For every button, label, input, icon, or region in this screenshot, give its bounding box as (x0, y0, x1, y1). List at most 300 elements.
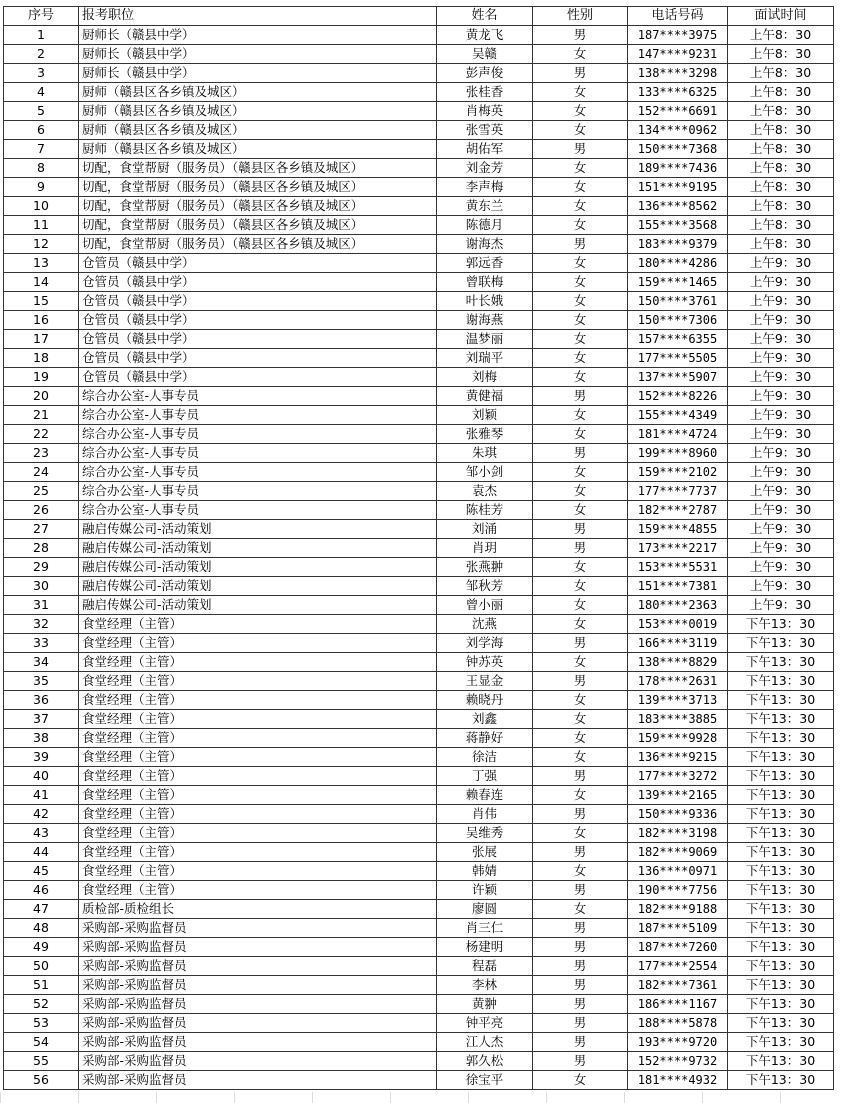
cell-gender: 女 (533, 45, 628, 64)
cell-position: 厨师（赣县区各乡镇及城区） (79, 121, 437, 140)
cell-gender: 男 (533, 767, 628, 786)
cell-time: 下午13：30 (728, 729, 834, 748)
cell-position: 食堂经理（主管） (79, 691, 437, 710)
cell-name: 张雅琴 (437, 425, 533, 444)
cell-name: 赖春连 (437, 786, 533, 805)
cell-time: 上午9：30 (728, 558, 834, 577)
cell-gender: 男 (533, 1033, 628, 1052)
cell-name: 江人杰 (437, 1033, 533, 1052)
cell-seq: 10 (4, 197, 79, 216)
cell-seq: 37 (4, 710, 79, 729)
cell-gender: 女 (533, 425, 628, 444)
cell-phone: 159****1465 (628, 273, 728, 292)
cell-phone: 152****9732 (628, 1052, 728, 1071)
cell-gender: 男 (533, 64, 628, 83)
cell-time: 下午13：30 (728, 900, 834, 919)
cell-seq: 54 (4, 1033, 79, 1052)
cell-name: 温梦丽 (437, 330, 533, 349)
cell-seq: 9 (4, 178, 79, 197)
cell-position: 融启传媒公司-活动策划 (79, 596, 437, 615)
cell-position: 仓管员（赣县中学） (79, 349, 437, 368)
cell-seq: 3 (4, 64, 79, 83)
cell-gender: 女 (533, 463, 628, 482)
cell-position: 综合办公室-人事专员 (79, 463, 437, 482)
cell-name: 蒋静好 (437, 729, 533, 748)
cell-name: 刘涌 (437, 520, 533, 539)
cell-name: 吴维秀 (437, 824, 533, 843)
cell-phone: 187****5109 (628, 919, 728, 938)
cell-time: 下午13：30 (728, 634, 834, 653)
cell-gender: 男 (533, 387, 628, 406)
cell-position: 采购部-采购监督员 (79, 919, 437, 938)
cell-name: 刘梅 (437, 368, 533, 387)
cell-gender: 男 (533, 672, 628, 691)
cell-gender: 男 (533, 995, 628, 1014)
cell-phone: 134****0962 (628, 121, 728, 140)
cell-name: 程磊 (437, 957, 533, 976)
cell-phone: 150****3761 (628, 292, 728, 311)
cell-phone: 139****3713 (628, 691, 728, 710)
cell-position: 采购部-采购监督员 (79, 1071, 437, 1090)
cell-phone: 166****3119 (628, 634, 728, 653)
cell-position: 食堂经理（主管） (79, 786, 437, 805)
table-row (4, 387, 834, 406)
cell-seq: 41 (4, 786, 79, 805)
cell-name: 李林 (437, 976, 533, 995)
table-row (4, 1071, 834, 1090)
cell-phone: 152****8226 (628, 387, 728, 406)
cell-time: 下午13：30 (728, 995, 834, 1014)
cell-phone: 182****9069 (628, 843, 728, 862)
cell-phone: 199****8960 (628, 444, 728, 463)
cell-seq: 4 (4, 83, 79, 102)
cell-gender: 男 (533, 957, 628, 976)
cell-gender: 男 (533, 634, 628, 653)
cell-phone: 147****9231 (628, 45, 728, 64)
cell-seq: 11 (4, 216, 79, 235)
cell-gender: 男 (533, 843, 628, 862)
cell-time: 上午8：30 (728, 102, 834, 121)
table-row (4, 140, 834, 159)
cell-name: 谢海燕 (437, 311, 533, 330)
cell-name: 肖伟 (437, 805, 533, 824)
cell-time: 下午13：30 (728, 615, 834, 634)
cell-gender: 女 (533, 254, 628, 273)
cell-gender: 女 (533, 83, 628, 102)
cell-name: 黄健福 (437, 387, 533, 406)
cell-time: 下午13：30 (728, 862, 834, 881)
cell-seq: 43 (4, 824, 79, 843)
cell-seq: 20 (4, 387, 79, 406)
cell-name: 肖三仁 (437, 919, 533, 938)
cell-position: 食堂经理（主管） (79, 729, 437, 748)
cell-name: 徐宝平 (437, 1071, 533, 1090)
cell-position: 采购部-采购监督员 (79, 976, 437, 995)
cell-seq: 33 (4, 634, 79, 653)
cell-gender: 女 (533, 824, 628, 843)
table-row (4, 900, 834, 919)
cell-seq: 5 (4, 102, 79, 121)
cell-time: 上午9：30 (728, 463, 834, 482)
cell-seq: 25 (4, 482, 79, 501)
cell-phone: 133****6325 (628, 83, 728, 102)
cell-seq: 34 (4, 653, 79, 672)
table-row (4, 197, 834, 216)
cell-time: 上午9：30 (728, 292, 834, 311)
cell-position: 采购部-采购监督员 (79, 1052, 437, 1071)
cell-seq: 40 (4, 767, 79, 786)
cell-position: 综合办公室-人事专员 (79, 387, 437, 406)
header-time: 面试时间 (728, 7, 834, 26)
cell-seq: 13 (4, 254, 79, 273)
cell-name: 朱琪 (437, 444, 533, 463)
cell-time: 上午9：30 (728, 406, 834, 425)
header-phone: 电话号码 (628, 7, 728, 26)
cell-phone: 178****2631 (628, 672, 728, 691)
cell-gender: 女 (533, 349, 628, 368)
cell-name: 邹秋芳 (437, 577, 533, 596)
cell-name: 韩婧 (437, 862, 533, 881)
cell-seq: 23 (4, 444, 79, 463)
table-row (4, 520, 834, 539)
cell-name: 刘瑞平 (437, 349, 533, 368)
cell-position: 食堂经理（主管） (79, 710, 437, 729)
cell-position: 厨师长（赣县中学） (79, 45, 437, 64)
table-row (4, 672, 834, 691)
cell-name: 肖玥 (437, 539, 533, 558)
cell-name: 黄翀 (437, 995, 533, 1014)
cell-gender: 男 (533, 444, 628, 463)
cell-time: 上午9：30 (728, 254, 834, 273)
cell-name: 许颖 (437, 881, 533, 900)
table-row (4, 178, 834, 197)
cell-gender: 女 (533, 273, 628, 292)
cell-time: 下午13：30 (728, 938, 834, 957)
cell-gender: 男 (533, 520, 628, 539)
cell-phone: 181****4932 (628, 1071, 728, 1090)
cell-seq: 16 (4, 311, 79, 330)
cell-phone: 152****6691 (628, 102, 728, 121)
cell-phone: 186****1167 (628, 995, 728, 1014)
cell-time: 下午13：30 (728, 1014, 834, 1033)
cell-seq: 21 (4, 406, 79, 425)
cell-position: 切配，食堂帮厨（服务员）（赣县区各乡镇及城区） (79, 216, 437, 235)
cell-time: 下午13：30 (728, 691, 834, 710)
table-row (4, 501, 834, 520)
header-seq: 序号 (4, 7, 79, 26)
cell-gender: 男 (533, 881, 628, 900)
table-row (4, 767, 834, 786)
cell-phone: 159****9928 (628, 729, 728, 748)
cell-name: 刘鑫 (437, 710, 533, 729)
cell-seq: 19 (4, 368, 79, 387)
cell-name: 沈燕 (437, 615, 533, 634)
table-row (4, 539, 834, 558)
cell-name: 刘学海 (437, 634, 533, 653)
cell-gender: 男 (533, 1052, 628, 1071)
cell-time: 下午13：30 (728, 767, 834, 786)
cell-position: 融启传媒公司-活动策划 (79, 520, 437, 539)
cell-gender: 男 (533, 976, 628, 995)
cell-time: 上午8：30 (728, 121, 834, 140)
cell-time: 上午8：30 (728, 197, 834, 216)
cell-position: 食堂经理（主管） (79, 881, 437, 900)
cell-gender: 男 (533, 140, 628, 159)
cell-position: 质检部-质检组长 (79, 900, 437, 919)
cell-phone: 138****3298 (628, 64, 728, 83)
cell-phone: 138****8829 (628, 653, 728, 672)
cell-seq: 2 (4, 45, 79, 64)
cell-gender: 男 (533, 938, 628, 957)
cell-time: 下午13：30 (728, 824, 834, 843)
cell-seq: 53 (4, 1014, 79, 1033)
cell-gender: 男 (533, 235, 628, 254)
cell-phone: 177****5505 (628, 349, 728, 368)
table-row (4, 311, 834, 330)
table-row (4, 786, 834, 805)
cell-position: 食堂经理（主管） (79, 843, 437, 862)
cell-time: 上午9：30 (728, 520, 834, 539)
cell-gender: 女 (533, 748, 628, 767)
cell-phone: 190****7756 (628, 881, 728, 900)
cell-phone: 153****5531 (628, 558, 728, 577)
cell-name: 曾小丽 (437, 596, 533, 615)
cell-gender: 男 (533, 805, 628, 824)
table-row (4, 349, 834, 368)
table-row (4, 558, 834, 577)
cell-name: 杨建明 (437, 938, 533, 957)
cell-gender: 女 (533, 197, 628, 216)
cell-seq: 32 (4, 615, 79, 634)
cell-time: 上午8：30 (728, 26, 834, 45)
table-row (4, 653, 834, 672)
cell-gender: 女 (533, 786, 628, 805)
cell-seq: 17 (4, 330, 79, 349)
cell-position: 食堂经理（主管） (79, 615, 437, 634)
cell-gender: 女 (533, 102, 628, 121)
table-row (4, 691, 834, 710)
table-row (4, 1052, 834, 1071)
cell-name: 谢海杰 (437, 235, 533, 254)
cell-name: 徐洁 (437, 748, 533, 767)
cell-gender: 女 (533, 900, 628, 919)
cell-time: 下午13：30 (728, 653, 834, 672)
table-row (4, 121, 834, 140)
cell-name: 叶长娥 (437, 292, 533, 311)
table-row (4, 995, 834, 1014)
cell-seq: 26 (4, 501, 79, 520)
cell-phone: 182****2787 (628, 501, 728, 520)
cell-time: 上午9：30 (728, 501, 834, 520)
table-row (4, 463, 834, 482)
table-row (4, 710, 834, 729)
cell-position: 食堂经理（主管） (79, 653, 437, 672)
cell-gender: 女 (533, 729, 628, 748)
table-row (4, 273, 834, 292)
cell-time: 上午8：30 (728, 159, 834, 178)
cell-seq: 55 (4, 1052, 79, 1071)
cell-position: 综合办公室-人事专员 (79, 444, 437, 463)
table-row (4, 330, 834, 349)
interview-schedule-table (3, 6, 834, 1090)
cell-name: 赖晓丹 (437, 691, 533, 710)
cell-seq: 29 (4, 558, 79, 577)
cell-name: 张燕翀 (437, 558, 533, 577)
cell-position: 切配，食堂帮厨（服务员）（赣县区各乡镇及城区） (79, 178, 437, 197)
cell-time: 下午13：30 (728, 976, 834, 995)
cell-name: 袁杰 (437, 482, 533, 501)
cell-time: 下午13：30 (728, 1071, 834, 1090)
cell-seq: 1 (4, 26, 79, 45)
cell-seq: 28 (4, 539, 79, 558)
cell-seq: 56 (4, 1071, 79, 1090)
cell-gender: 女 (533, 121, 628, 140)
cell-position: 综合办公室-人事专员 (79, 501, 437, 520)
cell-seq: 27 (4, 520, 79, 539)
cell-phone: 153****0019 (628, 615, 728, 634)
table-row (4, 1014, 834, 1033)
cell-phone: 177****3272 (628, 767, 728, 786)
cell-time: 上午9：30 (728, 311, 834, 330)
cell-position: 采购部-采购监督员 (79, 995, 437, 1014)
cell-name: 丁强 (437, 767, 533, 786)
cell-time: 上午9：30 (728, 387, 834, 406)
cell-name: 陈德月 (437, 216, 533, 235)
cell-name: 张桂香 (437, 83, 533, 102)
cell-time: 上午9：30 (728, 482, 834, 501)
table-row (4, 159, 834, 178)
cell-time: 上午9：30 (728, 330, 834, 349)
table-row (4, 748, 834, 767)
cell-time: 下午13：30 (728, 1033, 834, 1052)
cell-phone: 136****9215 (628, 748, 728, 767)
cell-name: 钟苏英 (437, 653, 533, 672)
cell-gender: 女 (533, 615, 628, 634)
header-row (4, 7, 834, 26)
table-row (4, 615, 834, 634)
cell-position: 厨师（赣县区各乡镇及城区） (79, 140, 437, 159)
cell-gender: 女 (533, 482, 628, 501)
cell-seq: 18 (4, 349, 79, 368)
cell-gender: 女 (533, 311, 628, 330)
table-row (4, 254, 834, 273)
cell-time: 上午8：30 (728, 140, 834, 159)
cell-time: 上午9：30 (728, 349, 834, 368)
cell-time: 上午9：30 (728, 577, 834, 596)
cell-position: 食堂经理（主管） (79, 748, 437, 767)
cell-seq: 52 (4, 995, 79, 1014)
cell-phone: 150****7306 (628, 311, 728, 330)
table-row (4, 805, 834, 824)
cell-seq: 30 (4, 577, 79, 596)
cell-gender: 女 (533, 216, 628, 235)
cell-seq: 15 (4, 292, 79, 311)
table-row (4, 919, 834, 938)
cell-phone: 137****5907 (628, 368, 728, 387)
table-row (4, 938, 834, 957)
cell-seq: 14 (4, 273, 79, 292)
table-row (4, 216, 834, 235)
cell-time: 下午13：30 (728, 710, 834, 729)
cell-position: 食堂经理（主管） (79, 672, 437, 691)
cell-seq: 12 (4, 235, 79, 254)
cell-gender: 男 (533, 1014, 628, 1033)
cell-name: 李声梅 (437, 178, 533, 197)
cell-position: 厨师长（赣县中学） (79, 64, 437, 83)
cell-gender: 女 (533, 691, 628, 710)
cell-time: 上午9：30 (728, 425, 834, 444)
table-row (4, 45, 834, 64)
cell-position: 厨师长（赣县中学） (79, 26, 437, 45)
cell-gender: 女 (533, 501, 628, 520)
cell-position: 采购部-采购监督员 (79, 938, 437, 957)
cell-phone: 182****7361 (628, 976, 728, 995)
table-row (4, 824, 834, 843)
cell-seq: 51 (4, 976, 79, 995)
cell-name: 陈桂芳 (437, 501, 533, 520)
cell-gender: 女 (533, 406, 628, 425)
cell-time: 下午13：30 (728, 748, 834, 767)
cell-phone: 157****6355 (628, 330, 728, 349)
cell-position: 融启传媒公司-活动策划 (79, 577, 437, 596)
sheet-grid-remainder (0, 1092, 844, 1103)
cell-gender: 女 (533, 159, 628, 178)
cell-seq: 31 (4, 596, 79, 615)
cell-time: 上午8：30 (728, 83, 834, 102)
cell-position: 食堂经理（主管） (79, 862, 437, 881)
cell-position: 食堂经理（主管） (79, 767, 437, 786)
cell-position: 融启传媒公司-活动策划 (79, 539, 437, 558)
cell-phone: 155****4349 (628, 406, 728, 425)
table-row (4, 1033, 834, 1052)
cell-phone: 155****3568 (628, 216, 728, 235)
cell-position: 综合办公室-人事专员 (79, 406, 437, 425)
table-row (4, 444, 834, 463)
cell-position: 厨师（赣县区各乡镇及城区） (79, 102, 437, 121)
cell-time: 下午13：30 (728, 881, 834, 900)
cell-position: 厨师（赣县区各乡镇及城区） (79, 83, 437, 102)
cell-name: 刘金芳 (437, 159, 533, 178)
cell-gender: 女 (533, 653, 628, 672)
table-row (4, 881, 834, 900)
cell-time: 下午13：30 (728, 805, 834, 824)
cell-position: 采购部-采购监督员 (79, 1014, 437, 1033)
cell-position: 食堂经理（主管） (79, 634, 437, 653)
cell-position: 仓管员（赣县中学） (79, 254, 437, 273)
cell-time: 上午8：30 (728, 178, 834, 197)
cell-phone: 180****4286 (628, 254, 728, 273)
cell-name: 钟平亮 (437, 1014, 533, 1033)
cell-position: 仓管员（赣县中学） (79, 273, 437, 292)
cell-position: 综合办公室-人事专员 (79, 482, 437, 501)
cell-phone: 181****4724 (628, 425, 728, 444)
cell-seq: 7 (4, 140, 79, 159)
cell-position: 融启传媒公司-活动策划 (79, 558, 437, 577)
cell-gender: 男 (533, 26, 628, 45)
cell-position: 切配，食堂帮厨（服务员）（赣县区各乡镇及城区） (79, 197, 437, 216)
cell-time: 下午13：30 (728, 843, 834, 862)
cell-position: 切配，食堂帮厨（服务员）（赣县区各乡镇及城区） (79, 159, 437, 178)
cell-name: 黄龙飞 (437, 26, 533, 45)
cell-position: 仓管员（赣县中学） (79, 330, 437, 349)
cell-name: 张展 (437, 843, 533, 862)
cell-seq: 22 (4, 425, 79, 444)
cell-gender: 女 (533, 330, 628, 349)
cell-phone: 151****7381 (628, 577, 728, 596)
cell-phone: 182****3198 (628, 824, 728, 843)
table-row (4, 577, 834, 596)
cell-phone: 159****4855 (628, 520, 728, 539)
